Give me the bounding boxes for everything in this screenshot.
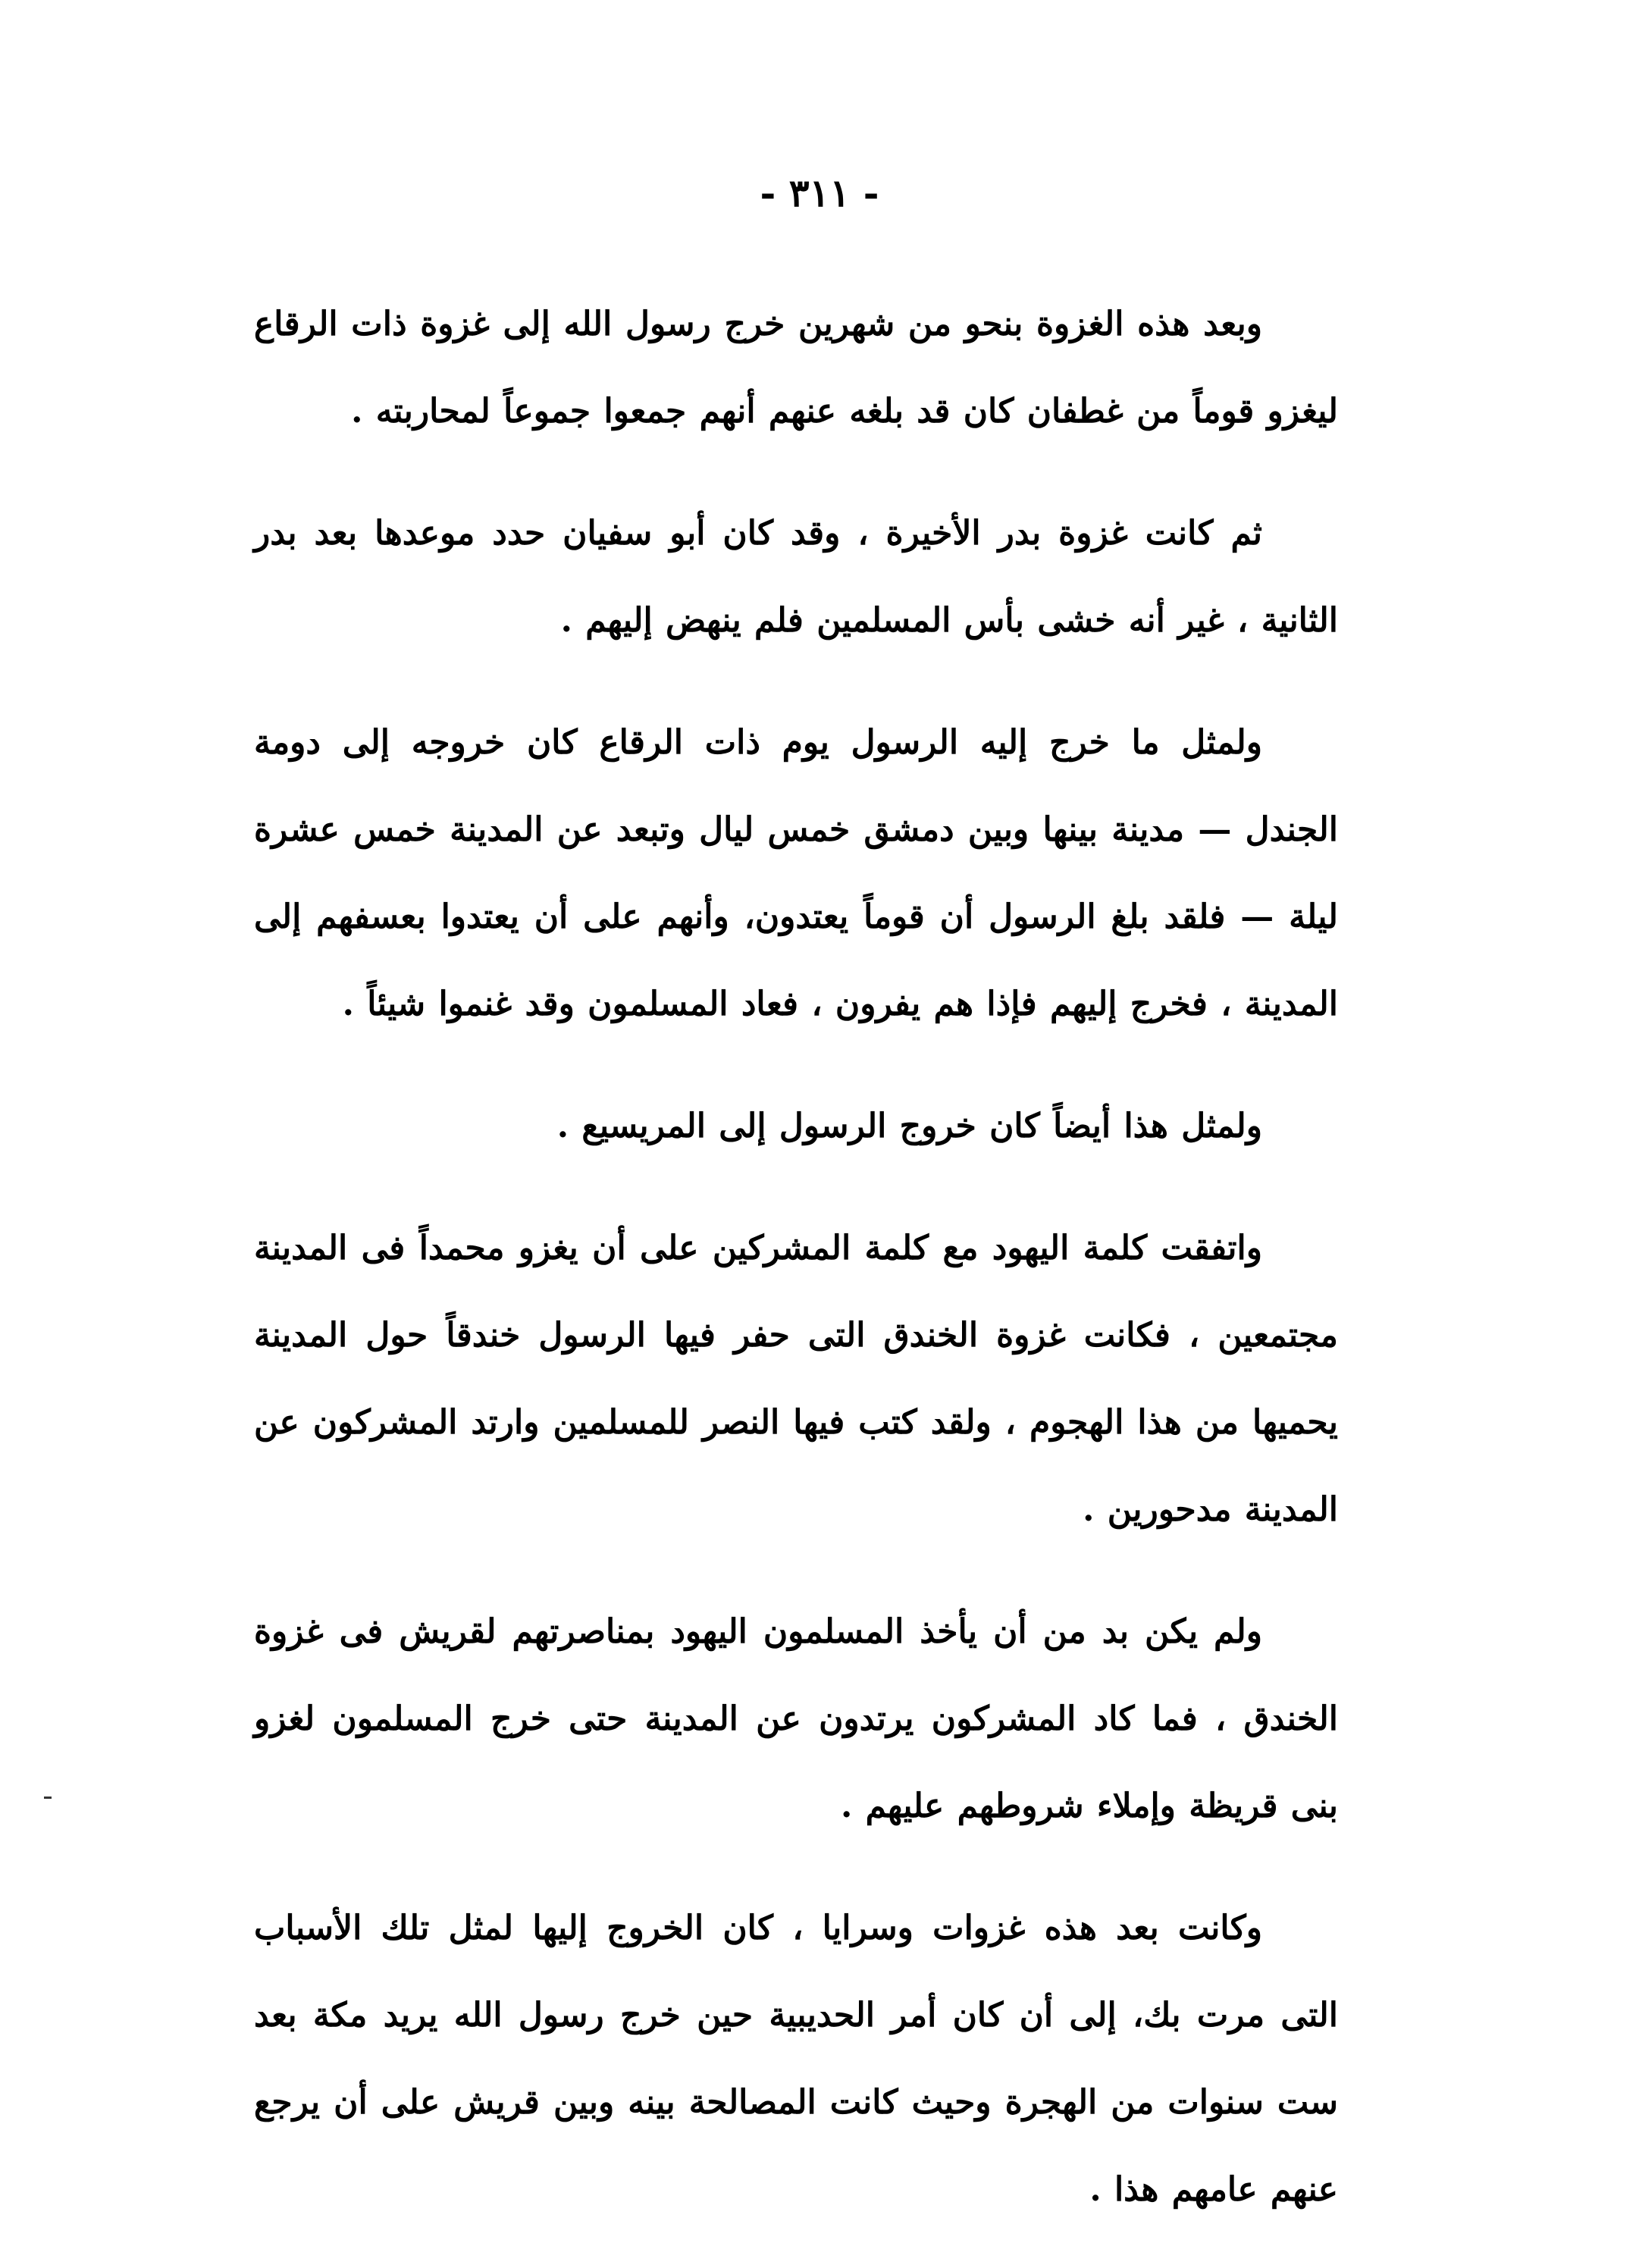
body-text <box>254 280 1338 2268</box>
paragraph: ولمثل ما خرج إليه الرسول يوم ذات الرقاع كان خروجه إلى دومة الجندل — مدينة بينها وبين دمشق خمس ليال وتبعد عن المدينة خمس عشرة ليلة — فلقد بلغ الرسول أن قوماً يعتدون، وأنهم على أن يعتدوا بعسفهم إلى المدينة ، فخرج إليهم فإذا هم يفرون ، فعاد المسلمون وقد غنموا شيئاً . <box>254 723 1338 1023</box>
scan-artifact <box>44 1797 52 1799</box>
paragraph: ثم كانت غزوة بدر الأخيرة ، وقد كان أبو سفيان حدد موعدها بعد بدر الثانية ، غير أنه خشى بأس المسلمين فلم ينهض إليهم . <box>254 514 1338 640</box>
page-number: - ٣١١ - <box>760 171 879 215</box>
paragraph: وكانت بعد هذه غزوات وسرايا ، كان الخروج إليها لمثل تلك الأسباب التى مرت بك، إلى أن كان أمر الحديبية حين خرج رسول الله يريد مكة بعد ست سنوات من الهجرة وحيث كانت المصالحة بينه وبين قريش على أن يرجع عنهم عامهم هذا . <box>254 1909 1338 2209</box>
paragraph: وبعد هذه الغزوة بنحو من شهرين خرج رسول الله إلى غزوة ذات الرقاع ليغزو قوماً من غطفان كان قد بلغه عنهم أنهم جمعوا جموعاً لمحاربته . <box>254 305 1338 431</box>
paragraph: ولم يكن بد من أن يأخذ المسلمون اليهود بمناصرتهم لقريش فى غزوة الخندق ، فما كاد المشركون يرتدون عن المدينة حتى خرج المسلمون لغزو بنى قريظة وإملاء شروطهم عليهم . <box>254 1612 1338 1825</box>
paragraph: ولمثل هذا أيضاً كان خروج الرسول إلى المريسيع . <box>556 1107 1262 1145</box>
paragraph: واتفقت كلمة اليهود مع كلمة المشركين على أن يغزو محمداً فى المدينة مجتمعين ، فكانت غزوة الخندق التى حفر فيها الرسول خندقاً حول المدينة يحميها من هذا الهجوم ، ولقد كتب فيها النصر للمسلمين وارتد المشركون عن المدينة مدحورين . <box>254 1229 1338 1529</box>
